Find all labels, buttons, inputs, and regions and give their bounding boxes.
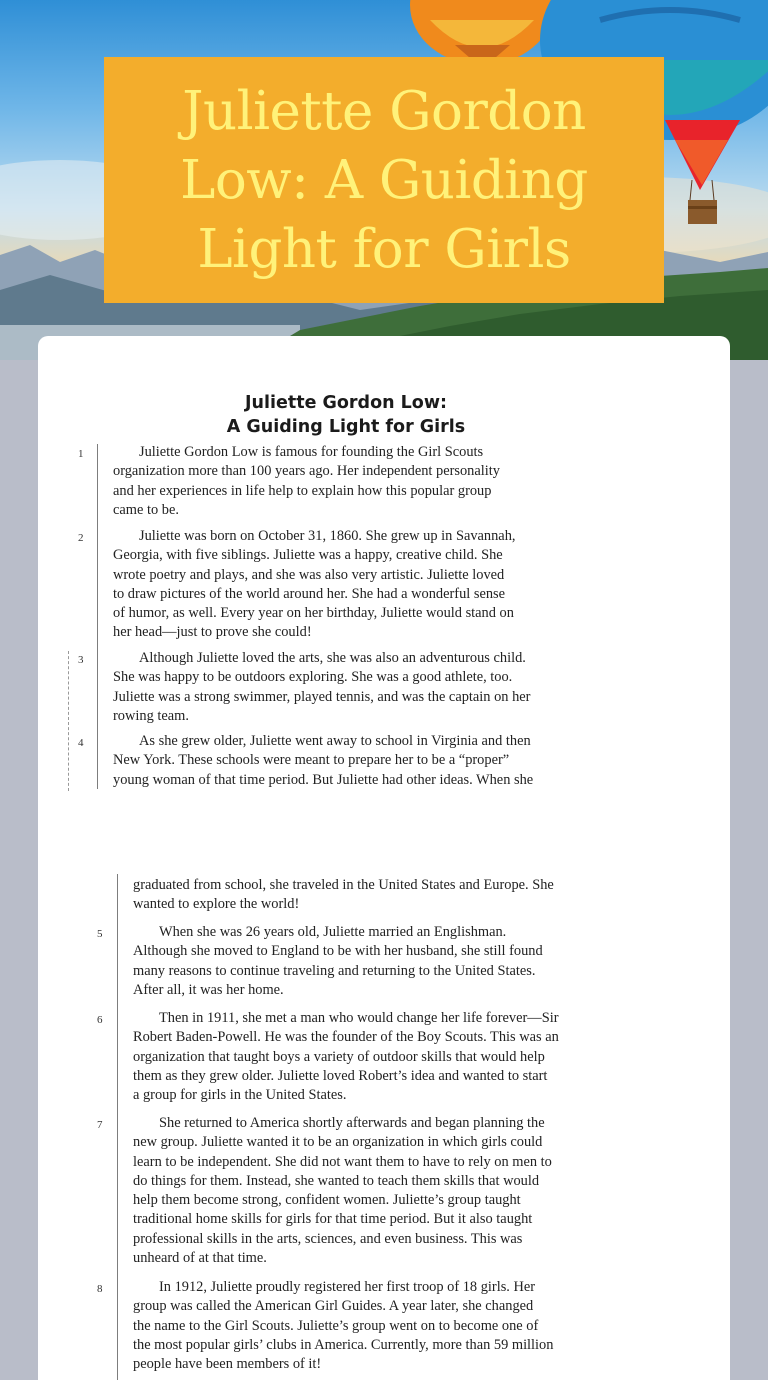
paragraph-number: 6 xyxy=(97,1014,103,1026)
paragraph-3: Although Juliette loved the arts, she was also an adventurous child. She was happy to be outdoors exploring. She was a good athlete, too. Juliette was a strong swimmer, played tennis, and was the captain on her rowing team. xyxy=(113,650,531,724)
paragraph-7: She returned to America shortly afterwards and began planning the new group. Juliette wanted it to be an organization in which girls could learn to be independent. She did not want them to have to rely on men to do things for them. Instead, she wanted to teach them skills that would help them become strong, confident women. Juliette’s group taught traditional home skills for girls for that time period. But it also taught professional skills in the arts, sciences, and even business. This was unheard of at that time. xyxy=(133,1115,552,1267)
paragraph-2: Juliette was born on October 31, 1860. She grew up in Savannah, Georgia, with five siblings. Juliette was a happy, creative child. She wrote poetry and plays, and she was also very artistic. Juliette loved to draw pictures of the world around her. She had a wonderful sense of humor, as well. Every year on her birthday, Juliette would stand on her head—just to prove she could! xyxy=(113,528,516,641)
banner-title: Juliette Gordon Low: A Guiding Light for Girls xyxy=(180,80,588,280)
margin-rule xyxy=(97,444,98,789)
paragraph-1: Juliette Gordon Low is famous for founding the Girl Scouts organization more than 100 years ago. Her independent personality and her experiences in life help to explain how this popular group came to be. xyxy=(113,444,500,518)
margin-rule xyxy=(117,874,118,1380)
paragraph-number: 8 xyxy=(97,1283,103,1295)
paragraph-number: 7 xyxy=(97,1119,103,1131)
paragraph-number: 2 xyxy=(78,532,84,544)
document-title: Juliette Gordon Low: A Guiding Light for Girls xyxy=(226,393,466,437)
orange-balloon-icon xyxy=(410,0,554,65)
scan-mark xyxy=(68,651,69,791)
paragraph-4: As she grew older, Juliette went away to school in Virginia and then New York. These schools were meant to prepare her to be a “proper” young woman of that time period. But Juliette had other ideas. When she xyxy=(113,733,534,788)
paragraph-6: Then in 1911, she met a man who would change her life forever—Sir Robert Baden-Powell. He was the founder of the Boy Scouts. This was an organization that taught boys a variety of outdoor skills that would help them as they grew older. Juliette loved Robert’s idea and wanted to start a group for girls in the United States. xyxy=(133,1010,559,1104)
paragraph-number: 3 xyxy=(78,654,84,666)
banner-title-box xyxy=(104,57,664,303)
paragraph-4-continuation: graduated from school, she traveled in the United States and Europe. She wanted to explore the world! xyxy=(133,877,554,913)
paragraph-number: 5 xyxy=(97,928,103,940)
paragraph-number: 4 xyxy=(78,737,84,749)
paragraph-8: In 1912, Juliette proudly registered her first troop of 18 girls. Her group was called the American Girl Guides. A year later, she changed the name to the Girl Scouts. Juliette’s group went on to become one of the most popular girls’ clubs in America. Currently, more than 59 million people have been members of it! xyxy=(133,1279,554,1373)
document-card xyxy=(38,336,730,1380)
hero-banner xyxy=(0,0,768,360)
paragraph-5: When she was 26 years old, Juliette married an Englishman. Although she moved to England to be with her husband, she still found many reasons to continue traveling and returning to the United States. After all, it was her home. xyxy=(133,924,543,998)
paragraph-number: 1 xyxy=(78,448,84,460)
